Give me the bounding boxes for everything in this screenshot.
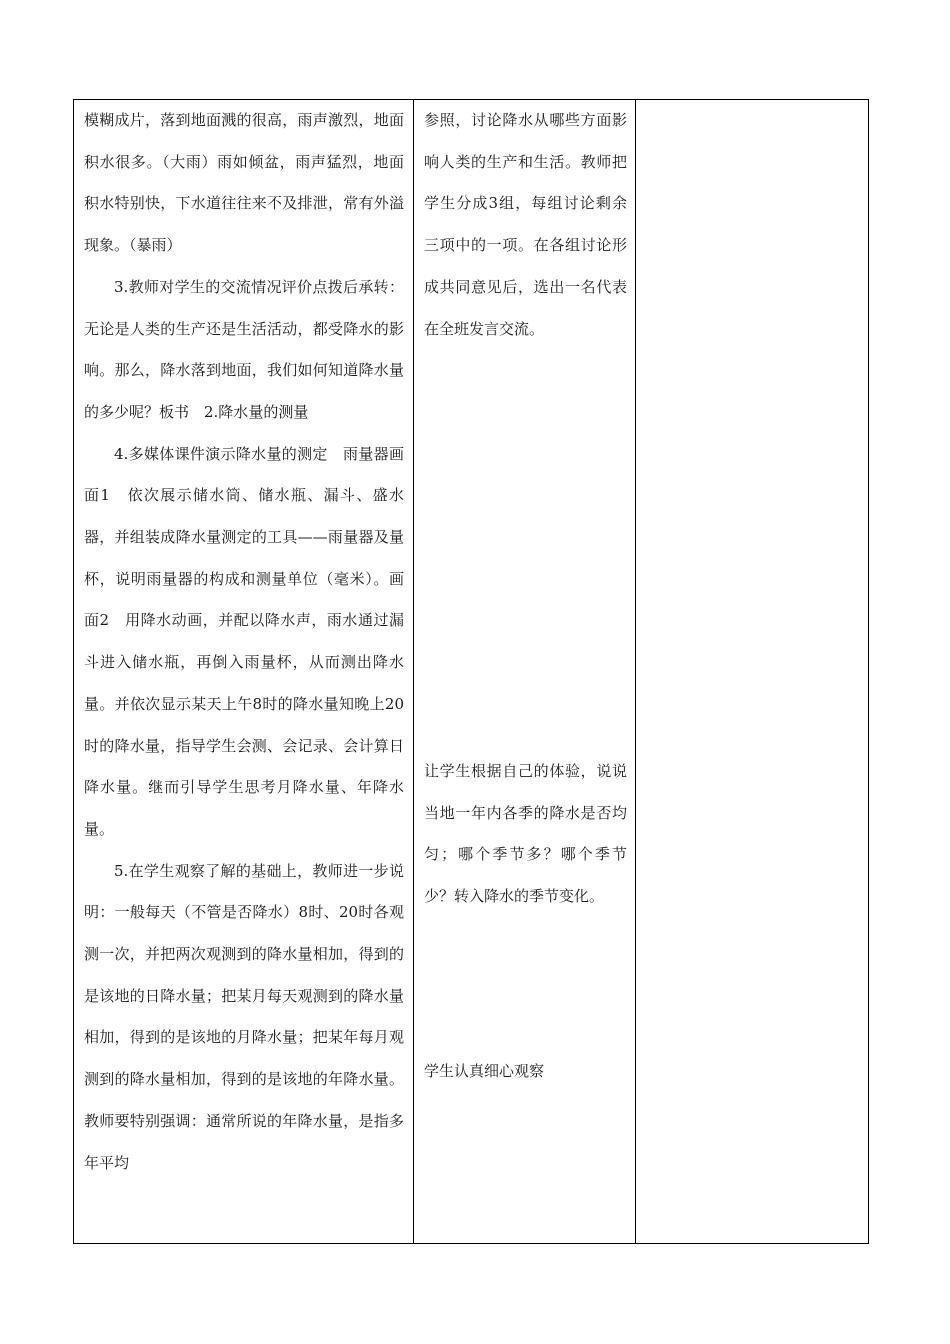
paragraph-step-3: 3.教师对学生的交流情况评价点拨后承转：无论是人类的生产还是生活活动，都受降水的影响。那么，降水落到地面，我们如何知道降水量的多少呢？板书 2.降水量的测量 [84, 277, 404, 421]
teacher-activity-content [74, 100, 413, 1243]
student-activity-cell [414, 100, 636, 1244]
student-experience-text: 让学生根据自己的体验，说说当地一年内各季的降水是否均匀；哪个季节多？哪个季节少？转入降水的季节变化。 [424, 762, 627, 906]
student-observe-text: 学生认真细心观察 [424, 1062, 545, 1080]
paragraph-step-5: 5.在学生观察了解的基础上，教师进一步说明：一般每天（不管是否降水）8时、20时各观测一次，并把两次观测到的降水量相加，得到的是该地的日降水量；把某月每天观测到的降水量相加，得到的是该地的月降水量；把某年每月观测到的降水量相加，得到的是该地的年降水量。教师要特别强调：通常所说的年降水量，是指多年平均 [84, 861, 404, 1172]
lesson-plan-table [73, 99, 869, 1244]
teacher-activity-cell [74, 100, 414, 1244]
paragraph-step-4: 4.多媒体课件演示降水量的测定 雨量器画面1 依次展示储水筒、储水瓶、漏斗、盛水器，并组装成降水量测定的工具——雨量器及量杯，说明雨量器的构成和测量单位（毫米）。画面2 用降水动画，并配以降水声，雨水通过漏斗进入储水瓶，再倒入雨量杯，从而测出降水量。并依次显示某天上午8时的降水量知晚上20时的降水量，指导学生会测、会记录、会计算日降水量。继而引导学生思考月降水量、年降水量。 [84, 444, 404, 838]
table-row [74, 100, 869, 1244]
student-activity-content [414, 100, 635, 1243]
design-intent-cell [636, 100, 869, 1244]
design-intent-content [636, 100, 868, 1243]
student-discussion-text: 参照，讨论降水从哪些方面影响人类的生产和生活。教师把学生分成3组，每组讨论剩余三项中的一项。在各组讨论形成共同意见后，选出一名代表在全班发言交流。 [424, 111, 627, 338]
paragraph-rain-intensity: 模糊成片，落到地面溅的很高，雨声激烈，地面积水很多。（大雨）雨如倾盆，雨声猛烈，地面积水特别快，下水道往往来不及排泄，常有外溢现象。（暴雨） [84, 111, 404, 255]
